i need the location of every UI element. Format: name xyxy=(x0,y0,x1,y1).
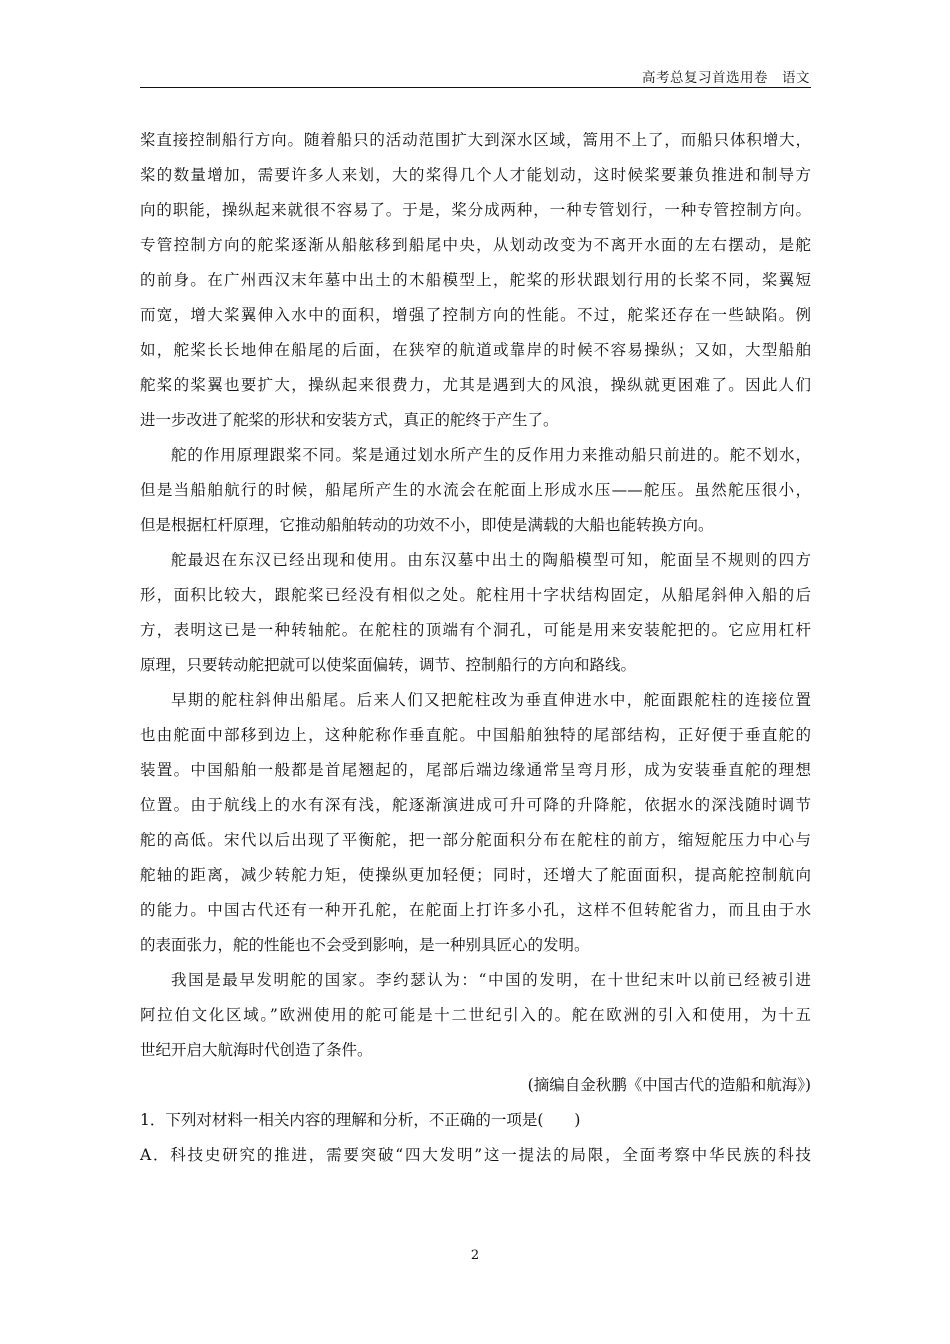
text-line: 进一步改进了舵桨的形状和安装方式，真正的舵终于产生了。 xyxy=(140,411,559,429)
text-line: 如，舵桨长长地伸在船尾的后面，在狭窄的航道或靠岸的时候不容易操纵；又如，大型船舶 xyxy=(140,341,811,359)
text-line: 的前身。在广州西汉末年墓中出土的木船模型上，舵桨的形状跟划行用的长桨不同，桨翼短 xyxy=(140,271,811,289)
text-line: 的表面张力，舵的性能也不会受到影响，是一种别具匠心的发明。 xyxy=(140,936,590,954)
text-line: 阿拉伯文化区域。”欧洲使用的舵可能是十二世纪引入的。舵在欧洲的引入和使用，为十五 xyxy=(140,1006,811,1024)
text-line: 桨直接控制船行方向。随着船只的活动范围扩大到深水区域，篙用不上了，而船只体积增大， xyxy=(140,131,811,149)
text-line: 而宽，增大桨翼伸入水中的面积，增强了控制方向的性能。不过，舵桨还存在一些缺陷。例 xyxy=(140,306,811,324)
text-line: 舵最迟在东汉已经出现和使用。由东汉墓中出土的陶船模型可知，舵面呈不规则的四方 xyxy=(171,551,811,569)
text-line: 装置。中国船舶一般都是首尾翘起的，尾部后端边缘通常呈弯月形，成为安装垂直舵的理想 xyxy=(140,761,811,779)
text-line: 舵桨的桨翼也要扩大，操纵起来很费力，尤其是遇到大的风浪，操纵就更困难了。因此人们 xyxy=(140,376,811,394)
text-line: 舵的高低。宋代以后出现了平衡舵，把一部分舵面积分布在舵柱的前方，缩短舵压力中心与 xyxy=(140,831,811,849)
text-line: 舵轴的距离，减少转舵力矩，使操纵更加轻便；同时，还增大了舵面面积，提高舵控制航向 xyxy=(140,866,811,884)
running-header: 高考总复习首选用卷 语文 xyxy=(642,70,810,86)
text-line: 位置。由于航线上的水有深有浅，舵逐渐演进成可升可降的升降舵，依据水的深浅随时调节 xyxy=(140,796,811,814)
text-line: 桨的数量增加，需要许多人来划，大的桨得几个人才能划动，这时候桨要兼负推进和制导方 xyxy=(140,166,811,184)
text-line: 但是当船舶航行的时候，船尾所产生的水流会在舵面上形成水压——舵压。虽然舵压很小， xyxy=(140,481,811,499)
header-divider xyxy=(140,87,811,88)
text-line: 世纪开启大航海时代创造了条件。 xyxy=(140,1041,373,1059)
text-line: 舵的作用原理跟桨不同。桨是通过划水所产生的反作用力来推动船只前进的。舵不划水， xyxy=(171,446,811,464)
source-citation: (摘编自金秋鹏《中国古代的造船和航海》) xyxy=(527,1076,811,1094)
text-line: 早期的舵柱斜伸出船尾。后来人们又把舵柱改为垂直伸进水中，舵面跟舵柱的连接位置 xyxy=(171,691,811,709)
option-a: A．科技史研究的推进，需要突破“四大发明”这一提法的局限，全面考察中华民族的科技 xyxy=(140,1146,811,1164)
question-stem: 1．下列对材料一相关内容的理解和分析，不正确的一项是( ) xyxy=(140,1111,581,1129)
text-line: 也由舵面中部移到边上，这种舵称作垂直舵。中国船舶独特的尾部结构，正好便于垂直舵的 xyxy=(140,726,811,744)
text-line: 的能力。中国古代还有一种开孔舵，在舵面上打许多小孔，这样不但转舵省力，而且由于水 xyxy=(140,901,811,919)
page-number: 2 xyxy=(470,1248,480,1263)
text-line: 方，表明这已是一种转轴舵。在舵柱的顶端有个洞孔，可能是用来安装舵把的。它应用杠杆 xyxy=(140,621,811,639)
text-line: 形，面积比较大，跟舵桨已经没有相似之处。舵柱用十字状结构固定，从船尾斜伸入船的后 xyxy=(140,586,811,604)
text-line: 我国是最早发明舵的国家。李约瑟认为：“中国的发明，在十世纪末叶以前已经被引进 xyxy=(171,971,811,989)
text-line: 但是根据杠杆原理，它推动船舶转动的功效不小，即使是满载的大船也能转换方向。 xyxy=(140,516,714,534)
text-line: 向的职能，操纵起来就很不容易了。于是，桨分成两种，一种专管划行，一种专管控制方向。 xyxy=(140,201,811,219)
text-line: 专管控制方向的舵桨逐渐从船舷移到船尾中央，从划动改变为不离开水面的左右摆动，是舵 xyxy=(140,236,811,254)
text-line: 原理，只要转动舵把就可以使桨面偏转，调节、控制船行的方向和路线。 xyxy=(140,656,637,674)
